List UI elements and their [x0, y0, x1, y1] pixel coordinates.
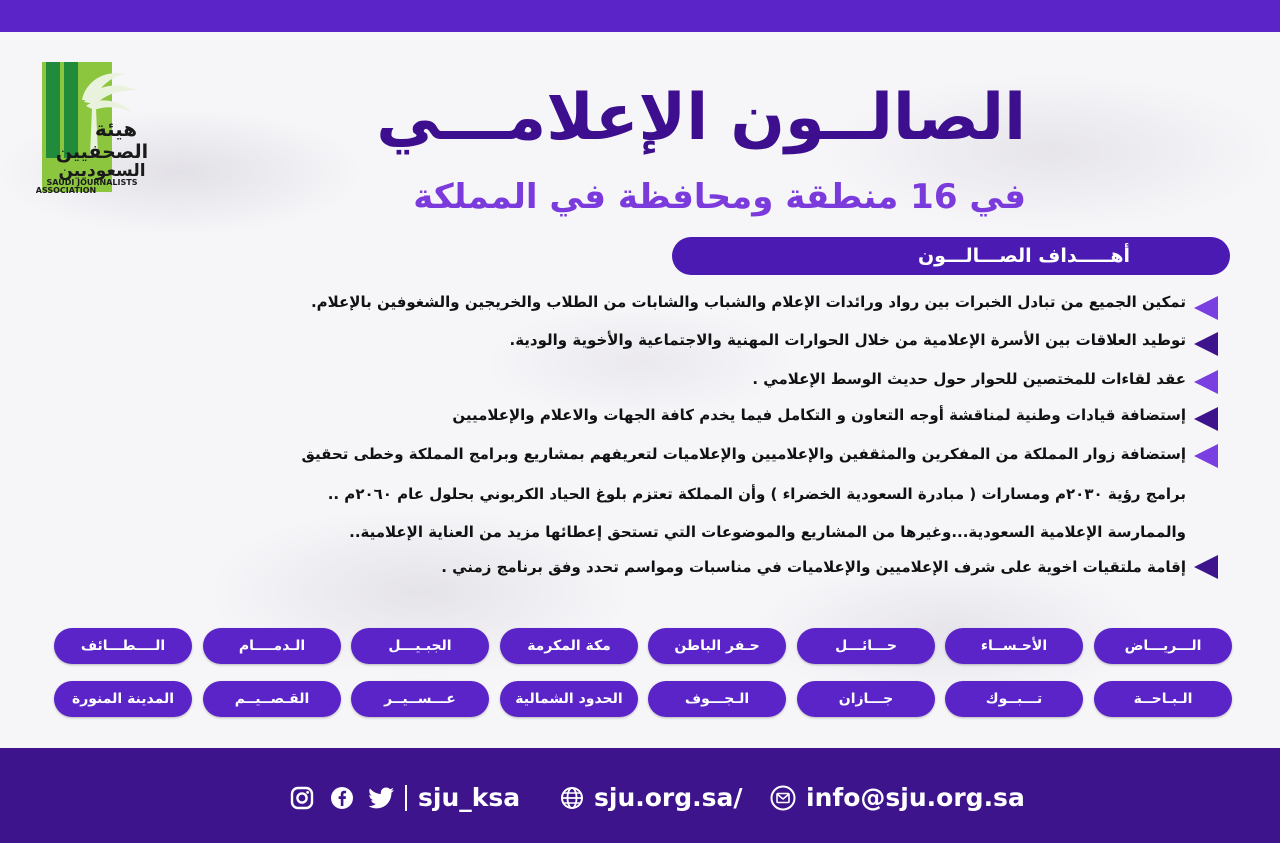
page-subtitle: في 16 منطقة ومحافظة في المملكة	[413, 177, 1026, 217]
region-pill-tabuk: تـــبــوك	[945, 681, 1083, 717]
goal-item: تمكين الجميع من تبادل الخبرات بين رواد ورائدات الإعلام والشباب والشابات من الطلاب والخريجين والشغوفين بالإعلام.	[310, 293, 1186, 311]
goal-item: إقامة ملتقيات اخوية على شرف الإعلاميين والإعلاميات في مناسبات ومواسم تحدد وفق برنامج زمني .	[441, 558, 1186, 576]
facebook-icon	[330, 786, 354, 810]
triangle-bullet-icon	[1192, 330, 1220, 358]
logo-ar-line1: هيئة	[94, 117, 138, 141]
logo-en-line1: SAUDI JOURNALISTS	[46, 178, 138, 187]
social-handle-link[interactable]	[418, 784, 520, 812]
facebook-link[interactable]	[330, 784, 354, 812]
triangle-bullet-icon	[1192, 442, 1220, 470]
goal-item-continued: والممارسة الإعلامية السعودية...وغيرها من المشاريع والموضوعات التي تستحق إعطائها مزيد من العناية الإعلامية..	[349, 523, 1186, 541]
email-address: info@sju.org.sa	[806, 783, 1025, 812]
triangle-bullet-icon	[1192, 294, 1220, 322]
top-bar	[0, 0, 1280, 32]
region-pill-jouf: الـجـــوف	[648, 681, 786, 717]
sju-logo	[36, 60, 148, 194]
region-pill-madinah: المدينة المنورة	[54, 681, 192, 717]
page-title: الصالــون الإعلامـــي	[376, 81, 1026, 155]
region-pill-ahsa: الأحـســاء	[945, 628, 1083, 664]
footer-divider	[405, 784, 407, 812]
twitter-link[interactable]	[369, 784, 395, 812]
region-pill-taif: الــــطـــائف	[54, 628, 192, 664]
logo-en-line2: ASSOCIATION	[36, 186, 97, 194]
website-link[interactable]	[560, 784, 743, 812]
triangle-bullet-icon	[1192, 368, 1220, 396]
triangle-bullet-icon	[1192, 405, 1220, 433]
logo-ar-line3: السعوديين	[58, 161, 146, 181]
goals-heading: أهـــــداف الصـــالـــون	[917, 245, 1130, 267]
region-pill-asir: عـــســيــر	[351, 681, 489, 717]
region-pill-hail: حـــائـــل	[797, 628, 935, 664]
region-pill-jazan: جـــازان	[797, 681, 935, 717]
website-url: sju.org.sa/	[594, 783, 743, 812]
goal-item: إستضافة زوار المملكة من المفكرين والمثقفين والإعلاميين والإعلاميات لتعريفهم بمشاريع وبرامج المملكة وخطى تحقيق	[301, 445, 1186, 463]
email-icon	[770, 785, 796, 811]
region-pill-riyadh: الـــريـــاض	[1094, 628, 1232, 664]
region-pill-makkah: مكة المكرمة	[500, 628, 638, 664]
region-pill-dammam: الـدمــــام	[203, 628, 341, 664]
goal-item: توطيد العلاقات بين الأسرة الإعلامية من خلال الحوارات المهنية والاجتماعية والأخوية والودية.	[509, 331, 1186, 349]
goals-heading-bar	[672, 237, 1230, 275]
triangle-bullet-icon	[1192, 553, 1220, 581]
region-pill-qassim: القـصــيــم	[203, 681, 341, 717]
globe-icon	[560, 786, 584, 810]
region-pill-jubail: الجبـيـــل	[351, 628, 489, 664]
social-handle: sju_ksa	[418, 783, 521, 812]
email-link[interactable]	[770, 784, 1025, 812]
region-pill-northern-borders: الحدود الشمالية	[500, 681, 638, 717]
goal-item: عقد لقاءات للمختصين للحوار حول حديث الوسط الإعلامي .	[752, 370, 1186, 388]
instagram-link[interactable]	[290, 784, 314, 812]
instagram-icon	[290, 786, 314, 810]
twitter-icon	[369, 787, 395, 809]
goal-item: إستضافة قيادات وطنية لمناقشة أوجه التعاون و التكامل فيما يخدم كافة الجهات والاعلام والإعلاميين	[452, 406, 1186, 424]
goal-item-continued: برامج رؤية ٢٠٣٠م ومسارات ( مبادرة السعودية الخضراء ) وأن المملكة تعتزم بلوغ الحياد الكربوني بحلول عام ٢٠٦٠م ..	[327, 485, 1186, 503]
region-pill-baha: الـبـاحــة	[1094, 681, 1232, 717]
logo-ar-line2: الصحفيين	[55, 141, 148, 163]
region-pill-hafr-albatin: حـفر الباطن	[648, 628, 786, 664]
